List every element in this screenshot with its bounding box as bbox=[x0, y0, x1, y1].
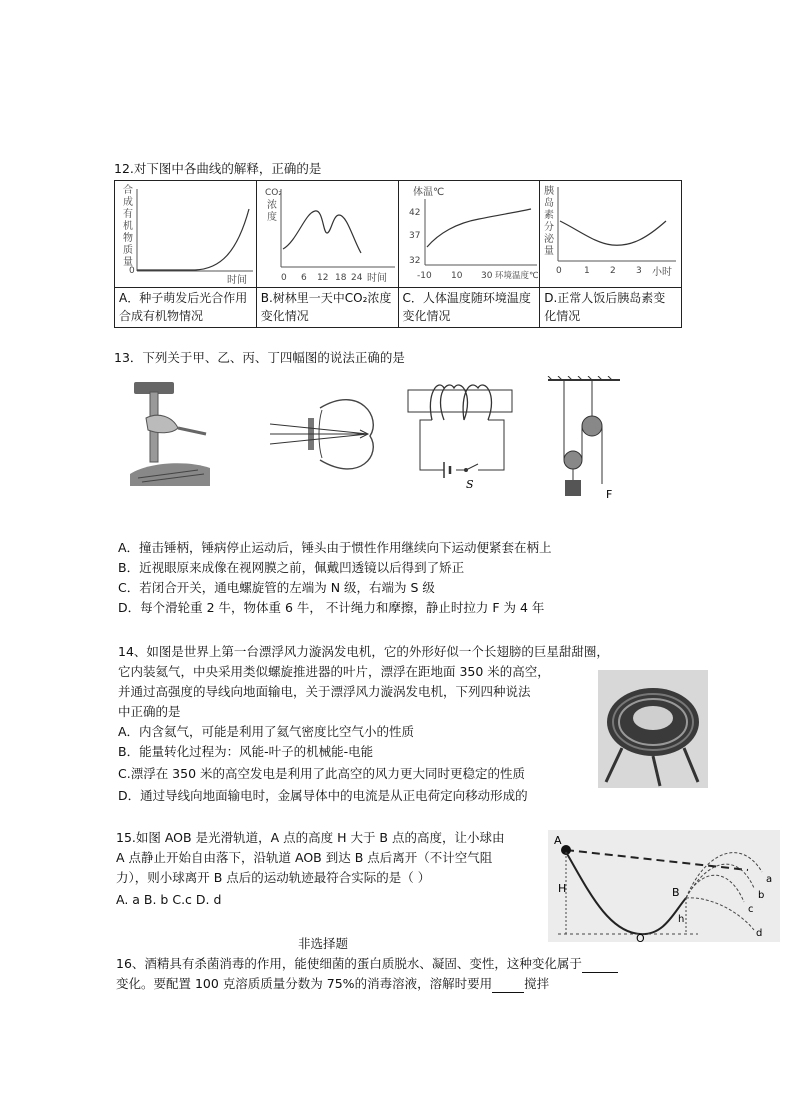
fixed-pulley bbox=[582, 416, 602, 436]
ytick: 32 bbox=[408, 256, 420, 266]
ylabel-char: 岛 bbox=[544, 198, 555, 209]
curve bbox=[560, 221, 666, 245]
ytick: 42 bbox=[408, 208, 420, 218]
q12-caption-a: A．种子萌发后光合作用合成有机物情况 bbox=[115, 288, 257, 328]
xtick: 12 bbox=[316, 273, 329, 283]
q13-hammer-figure bbox=[128, 378, 212, 490]
q13-option-c: C．若闭合开关，通电螺旋管的左端为 N 级，右端为 S 级 bbox=[118, 580, 435, 595]
xtick: 0 bbox=[280, 273, 287, 283]
xtick: -10 bbox=[416, 271, 432, 281]
q13-eye-figure bbox=[270, 388, 376, 478]
q14-option-c: C.漂浮在 350 米的高空发电是利用了此高空的风力更大同时更稳定的性质 bbox=[118, 766, 526, 781]
ylabel-char: 泌 bbox=[544, 234, 555, 245]
load-block bbox=[565, 480, 581, 496]
q15-line-2: A 点静止开始自由落下，沿轨道 AOB 到达 B 点后离开（不计空气阻 bbox=[116, 850, 493, 865]
xtick: 24 bbox=[350, 273, 363, 283]
q14-line-3: 并通过高强度的导线向地面输电，关于漂浮风力漩涡发电机，下列四种说法 bbox=[118, 684, 531, 699]
xtick: 2 bbox=[610, 266, 616, 276]
q15-line-1: 15.如图 AOB 是光滑轨道，A 点的高度 H 大于 B 点的高度，让小球由 bbox=[116, 830, 505, 845]
yticks bbox=[409, 208, 420, 266]
ylabel-char: 量 bbox=[544, 246, 555, 257]
label-c: c bbox=[748, 904, 754, 915]
q14-option-b: B．能量转化过程为：风能-叶子的机械能-电能 bbox=[118, 744, 374, 759]
q12-graph-c-cell bbox=[398, 181, 540, 288]
ytick: 37 bbox=[408, 231, 420, 241]
q13-option-b: B．近视眼原来成像在视网膜之前，佩戴凹透镜以后得到了矫正 bbox=[118, 560, 465, 575]
xtick: 6 bbox=[300, 273, 307, 283]
xlabel: 环境温度℃ bbox=[494, 271, 539, 281]
ylabel-char: 素 bbox=[544, 210, 555, 221]
q16-blank-1[interactable] bbox=[582, 959, 618, 973]
q12-table bbox=[114, 180, 682, 328]
q16-text-2: 变化。要配置 100 克溶质质量分数为 75%的消毒溶液，溶解时要用 bbox=[116, 976, 493, 991]
q12-caption-b: B.树林里一天中CO₂浓度变化情况 bbox=[256, 288, 398, 328]
xlabel: 时间 bbox=[227, 275, 247, 286]
q14-turbine-photo bbox=[598, 670, 708, 788]
hand bbox=[146, 415, 178, 433]
q13-option-a: A．撞击锤柄，锤病停止运动后，锤头由于惯性作用继续向下运动便紧套在柄上 bbox=[118, 540, 552, 555]
ylabel-char: 机 bbox=[123, 221, 133, 232]
origin-label: 0 bbox=[129, 266, 135, 276]
movable-pulley bbox=[564, 451, 582, 469]
xticks bbox=[281, 273, 363, 283]
xlabel: 小时 bbox=[652, 267, 673, 278]
xtick: 3 bbox=[636, 266, 642, 276]
iron-core bbox=[408, 390, 512, 412]
q12-caption-c: C．人体温度随环境温度变化情况 bbox=[398, 288, 540, 328]
q12-graph-a bbox=[115, 181, 257, 288]
xtick: 10 bbox=[450, 271, 462, 281]
xtick: 30 bbox=[480, 271, 492, 281]
curve bbox=[427, 209, 531, 247]
q12-stem: 12.对下图中各曲线的解释，正确的是 bbox=[114, 161, 322, 176]
ylabel: 体温℃ bbox=[412, 187, 444, 198]
curve bbox=[283, 211, 361, 253]
q12-graph-a-ylabel bbox=[123, 183, 133, 268]
q12-graph-c bbox=[399, 181, 541, 288]
q12-graph-d bbox=[540, 181, 682, 288]
ylabel-char: 度 bbox=[266, 212, 277, 223]
ylabel-char: 成 bbox=[123, 197, 133, 208]
switch-label: S bbox=[466, 478, 474, 490]
q13-option-d: D．每个滑轮重 2 牛，物体重 6 牛， 不计绳力和摩擦，静止时拉力 F 为 4 年 bbox=[118, 600, 545, 615]
label-b: b bbox=[758, 890, 765, 901]
label-B: B bbox=[672, 886, 680, 899]
ylabel-char: 有 bbox=[123, 209, 133, 220]
ylabel-char: 合 bbox=[123, 185, 133, 196]
xlabel: 时间 bbox=[366, 273, 387, 284]
q12-graph-d-cell bbox=[540, 181, 682, 288]
ylabel bbox=[544, 184, 555, 257]
ylabel-char: 分 bbox=[544, 222, 555, 233]
curve bbox=[137, 209, 249, 270]
ylabel-char: 胰 bbox=[544, 186, 555, 197]
q12-graph-b-cell bbox=[256, 181, 398, 288]
q12-caption-d: D.正常人饭后胰岛素变化情况 bbox=[540, 288, 682, 328]
label-d: d bbox=[756, 928, 763, 939]
q14-option-a: A．内含氦气，可能是利用了氦气密度比空气小的性质 bbox=[118, 724, 415, 739]
label-h: h bbox=[678, 914, 685, 925]
label-O: O bbox=[636, 932, 645, 942]
force-label: F bbox=[606, 488, 613, 501]
arm bbox=[178, 428, 206, 434]
q13-pulley-figure bbox=[546, 376, 622, 502]
q16-text-1: 16、酒精具有杀菌消毒的作用，能使细菌的蛋白质脱水、凝固、变性，这种变化属于 bbox=[116, 956, 582, 971]
q13-stem: 13．下列关于甲、乙、丙、丁四幅图的说法正确的是 bbox=[114, 350, 405, 365]
q14-line-4: 中正确的是 bbox=[118, 704, 181, 719]
ylabel-char: 物 bbox=[123, 233, 133, 244]
q16-blank-2[interactable] bbox=[492, 979, 524, 993]
label-H: H bbox=[558, 882, 567, 895]
xtick: 1 bbox=[584, 266, 590, 276]
section-title: 非选择题 bbox=[298, 936, 349, 951]
q14-line-1: 14、如图是世界上第一台漂浮风力漩涡发电机，它的外形好似一个长翅膀的巨星甜甜圈， bbox=[118, 644, 609, 659]
q16-text-3: 搅拌 bbox=[524, 976, 550, 991]
q15-track-figure bbox=[548, 830, 780, 942]
q15-line-3: 力），则小球离开 B 点后的运动轨迹最符合实际的是（ ） bbox=[116, 870, 431, 885]
q14-line-2: 它内装氦气，中央采用类似螺旋推进器的叶片，漂浮在距地面 350 米的高空， bbox=[118, 664, 550, 679]
circuit-wire bbox=[420, 420, 504, 470]
xticks bbox=[417, 271, 493, 281]
label-a: a bbox=[766, 874, 773, 885]
xtick: 0 bbox=[556, 266, 562, 276]
q12-graph-b bbox=[257, 181, 399, 288]
q13-solenoid-figure bbox=[404, 374, 522, 490]
ylabel-co2: CO₂ bbox=[264, 188, 282, 198]
donut-hole bbox=[633, 706, 673, 730]
ylabel-char: 质 bbox=[123, 245, 133, 256]
label-A: A bbox=[554, 834, 562, 847]
q16-line-1 bbox=[116, 954, 618, 973]
ylabel-char: 浓 bbox=[266, 200, 277, 211]
q16-line-2 bbox=[116, 974, 549, 993]
xticks bbox=[556, 266, 642, 276]
q15-options: A. a B. b C.c D. d bbox=[116, 892, 222, 907]
ylabel-char: 量 bbox=[123, 257, 133, 268]
xtick: 18 bbox=[334, 273, 347, 283]
switch-lever bbox=[466, 464, 478, 470]
q14-option-d: D．通过导线向地面输电时，金属导体中的电流是从正电荷定向移动形成的 bbox=[118, 788, 528, 803]
q12-graph-a-cell bbox=[115, 181, 257, 288]
